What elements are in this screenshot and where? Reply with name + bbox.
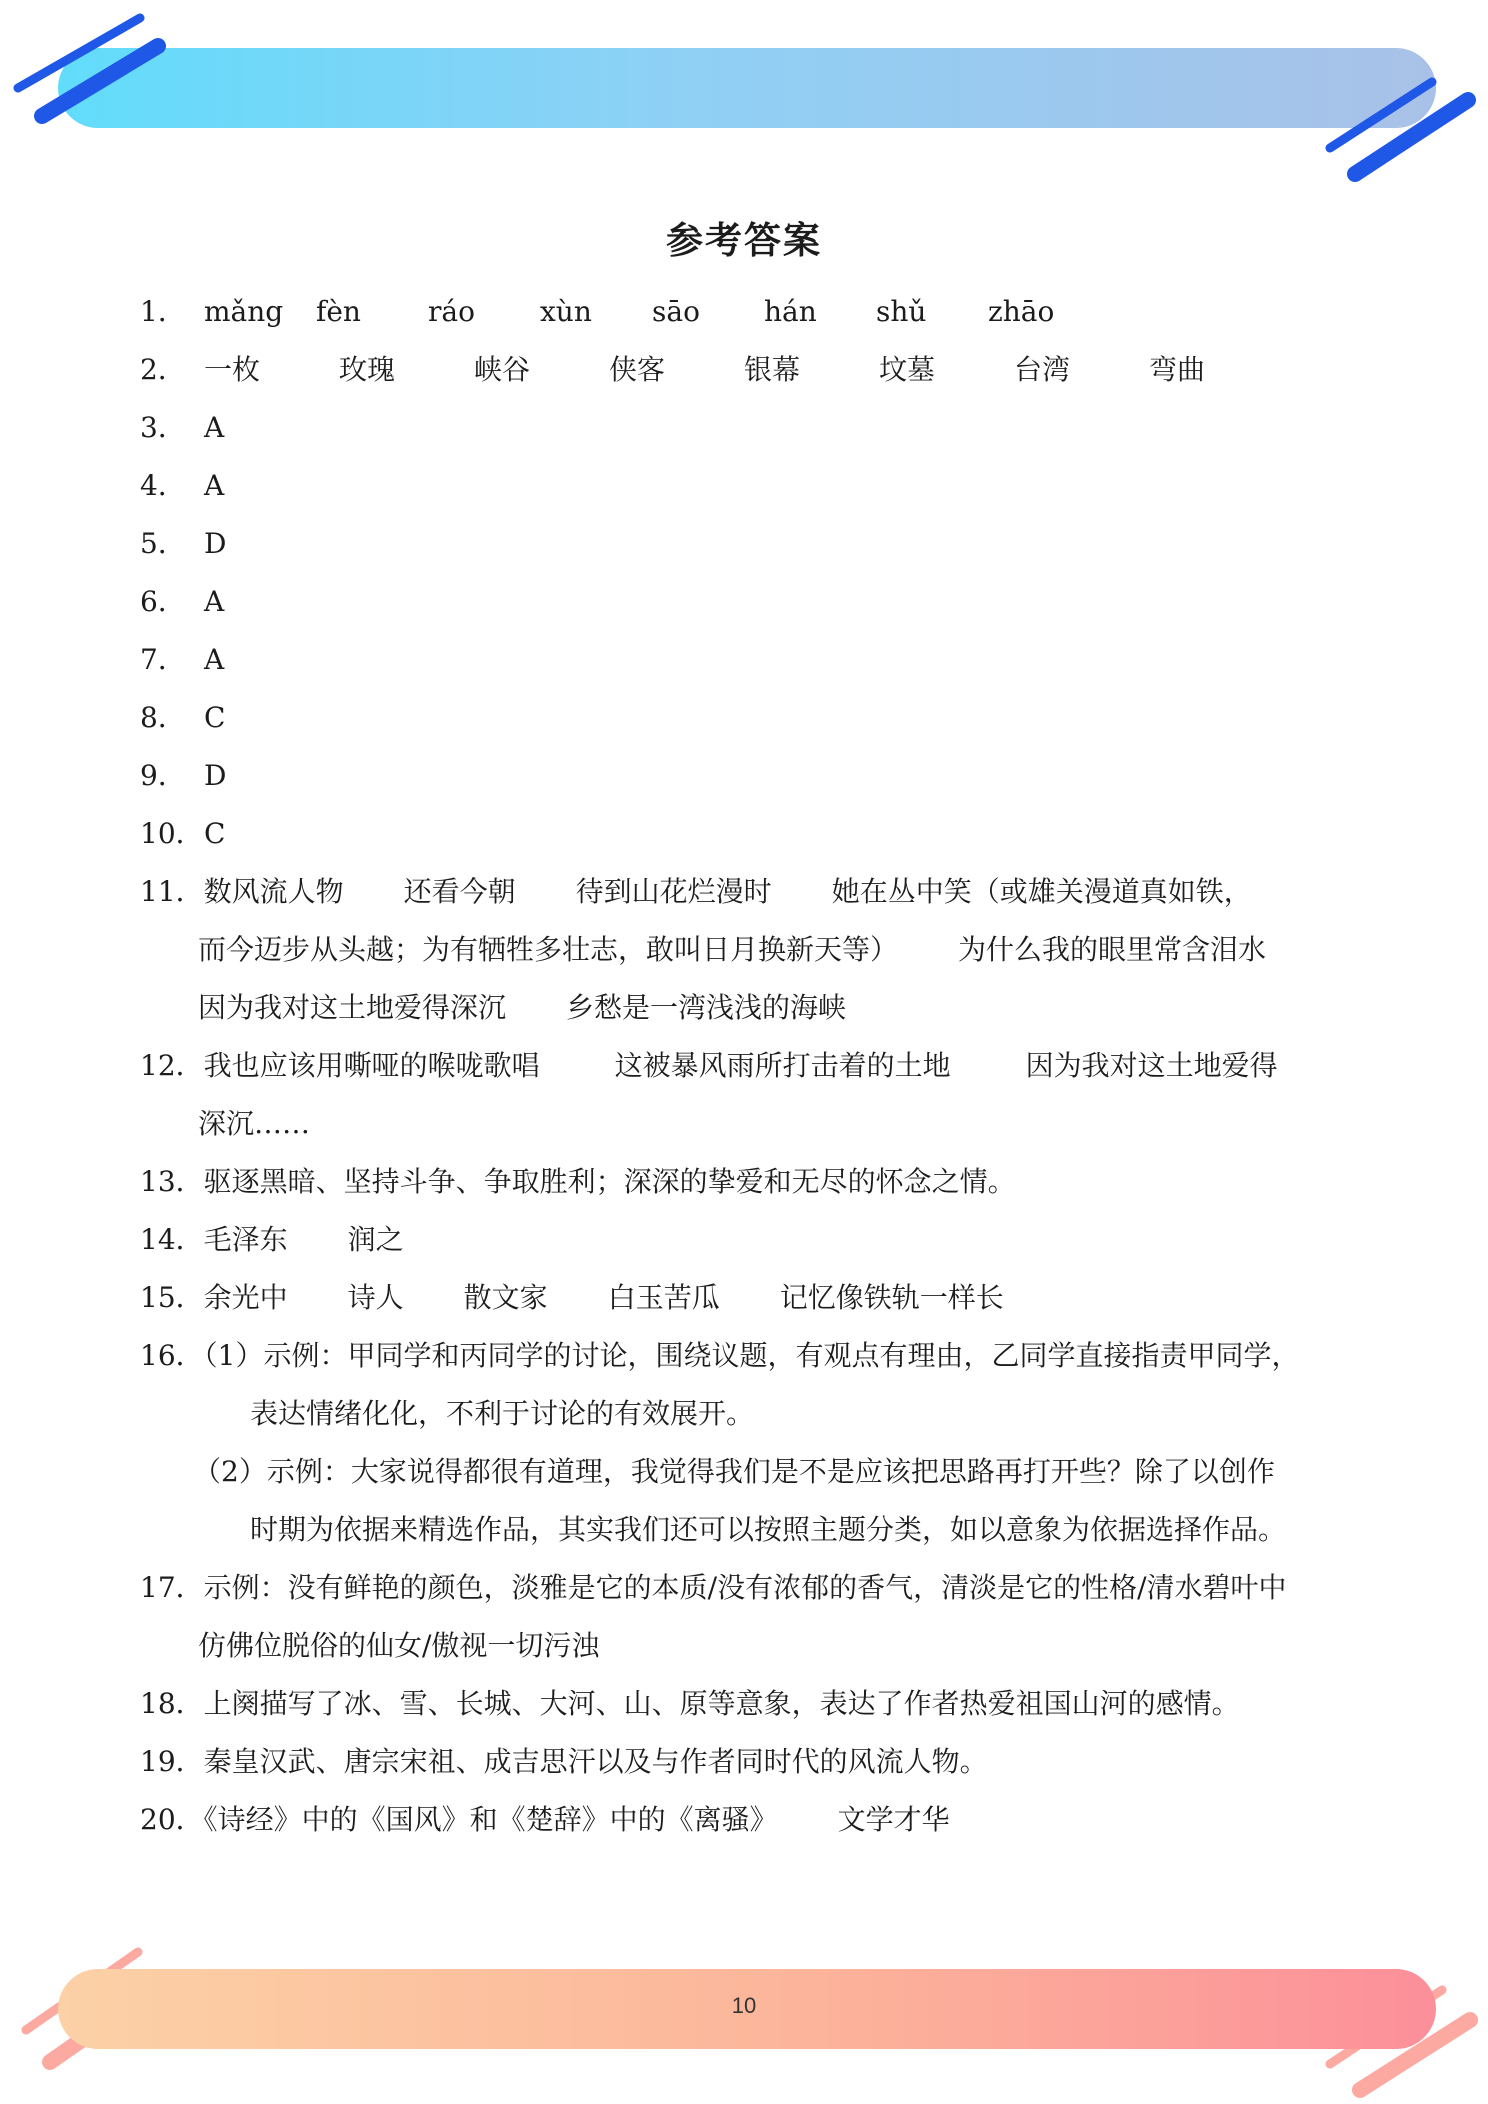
- word-item: 银幕: [744, 353, 801, 386]
- answer-10: 10．C: [140, 817, 226, 850]
- answer-19: 19．秦皇汉武、唐宗宋祖、成吉思汗以及与作者同时代的风流人物。: [140, 1745, 988, 1778]
- page-number: 10: [731, 1993, 757, 2018]
- pinyin-item: ráo: [428, 295, 475, 328]
- answer-17: 17．示例：没有鲜艳的颜色，淡雅是它的本质/没有浓郁的香气，清淡是它的性格/清水碧叶中: [140, 1571, 1287, 1604]
- answer-list: [140, 283, 1350, 1849]
- page-title: 参考答案: [666, 219, 822, 262]
- answer-16-continued: 表达情绪化化，不利于讨论的有效展开。: [250, 1397, 755, 1430]
- answer-5: 5． D: [140, 527, 227, 560]
- answer-7: 7． A: [140, 643, 225, 676]
- pinyin-item: fèn: [316, 295, 361, 328]
- answer-2: 2． 一枚 玫瑰 峡谷 侠客 银幕 坟墓 台湾 弯曲: [140, 341, 1350, 399]
- pinyin-item: hán: [764, 295, 817, 328]
- answer-11-continued: 而今迈步从头越；为有牺牲多壮志，敢叫日月换新天等） 为什么我的眼里常含泪水: [198, 933, 1267, 966]
- word-item: 台湾: [1014, 353, 1071, 386]
- answer-9: 9． D: [140, 759, 227, 792]
- word-item: 坟墓: [879, 353, 936, 386]
- answer-16-part-2: （2）示例：大家说得都很有道理，我觉得我们是不是应该把思路再打开些？除了以创作: [193, 1455, 1275, 1488]
- answer-3: 3． A: [140, 411, 225, 444]
- pinyin-item: xùn: [540, 295, 592, 328]
- answer-12-continued: 深沉……: [198, 1107, 311, 1140]
- pinyin-item: mǎng: [204, 295, 284, 328]
- answer-8: 8． C: [140, 701, 226, 734]
- word-item: 侠客: [609, 353, 666, 386]
- answer-18: 18．上阕描写了冰、雪、长城、大河、山、原等意象，表达了作者热爱祖国山河的感情。: [140, 1687, 1240, 1720]
- answer-15: 15．余光中 诗人 散文家 白玉苦瓜 记忆像铁轨一样长: [140, 1281, 1004, 1314]
- answer-16-continued: 时期为依据来精选作品，其实我们还可以按照主题分类，如以意象为依据选择作品。: [250, 1513, 1287, 1546]
- word-item: 玫瑰: [339, 353, 396, 386]
- answer-20: 20．《诗经》中的《国风》和《楚辞》中的《离骚》 文学才华: [140, 1803, 950, 1836]
- answer-13: 13．驱逐黑暗、坚持斗争、争取胜利；深深的挚爱和无尽的怀念之情。: [140, 1165, 1016, 1198]
- answer-1: 1． mǎng fèn ráo xùn sāo hán shǔ zhāo: [140, 283, 1350, 341]
- word-item: 一枚: [204, 353, 261, 386]
- pinyin-item: shǔ: [876, 295, 927, 328]
- word-item: 弯曲: [1149, 353, 1206, 386]
- answer-4: 4． A: [140, 469, 225, 502]
- answer-11: 11．数风流人物 还看今朝 待到山花烂漫时 她在丛中笑（或雄关漫道真如铁，: [140, 875, 1252, 908]
- answer-6: 6． A: [140, 585, 225, 618]
- answer-11-continued: 因为我对这土地爱得深沉 乡愁是一湾浅浅的海峡: [198, 991, 847, 1024]
- answer-12: 12．我也应该用嘶哑的喉咙歌唱 这被暴风雨所打击着的土地 因为我对这土地爱得: [140, 1049, 1278, 1082]
- pinyin-item: zhāo: [988, 295, 1055, 328]
- answer-16: 16．（1）示例：甲同学和丙同学的讨论，围绕议题，有观点有理由，乙同学直接指责甲同学，: [140, 1339, 1300, 1372]
- answer-14: 14．毛泽东 润之: [140, 1223, 404, 1256]
- pinyin-item: sāo: [652, 295, 700, 328]
- word-item: 峡谷: [474, 353, 531, 386]
- answer-17-continued: 仿佛位脱俗的仙女/傲视一切污浊: [198, 1629, 600, 1662]
